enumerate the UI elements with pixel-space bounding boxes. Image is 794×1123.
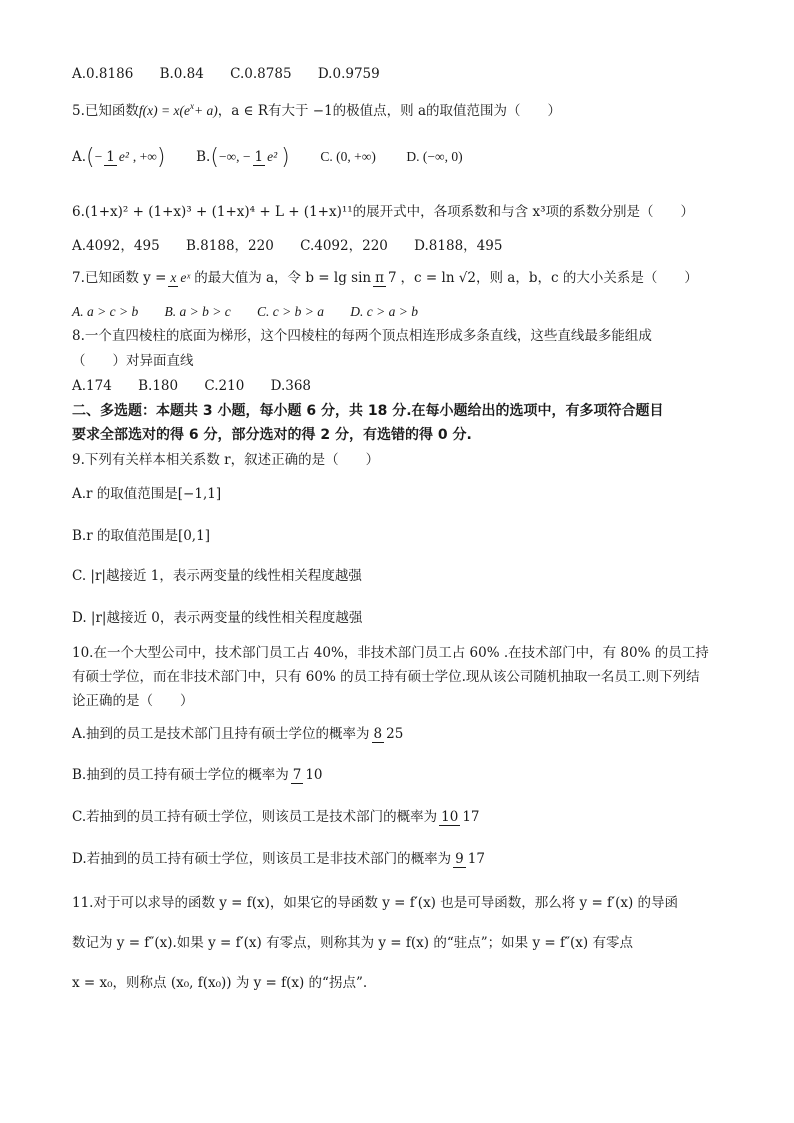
q11-stem-line2: 数记为 y = f″(x).如果 y = f′(x) 有零点，则称其为 y = f(x) 的“驻点”；如果 y = f″(x) 有零点	[72, 935, 633, 951]
q7-option-c: C. c > b > a	[257, 304, 324, 319]
q5-stem: 5.已知函数$f(x) = x(e^x+ a)$，a ∈ R有大于 −1的极值点，则 a的取值范围为（ ）	[72, 101, 562, 119]
q8-stem-line1: 8.一个直四棱柱的底面为梯形，这个四棱柱的每两个顶点相连形成多条直线，这些直线最多能组成	[72, 328, 652, 344]
q6-options	[72, 236, 502, 256]
q9-stem: 9.下列有关样本相关系数 r，叙述正确的是（ ）	[72, 452, 380, 468]
q8-option-d: D.368	[270, 378, 312, 394]
q9-option-a: A.r 的取值范围是[−1,1]	[72, 486, 222, 502]
q10-option-d: D.若抽到的员工持有硕士学位，则该员工是非技术部门的概率为 9 17	[72, 851, 485, 867]
q5-option-d: D. (−∞, 0)	[406, 149, 463, 164]
q6-option-d: D.8188，495	[414, 238, 503, 254]
q7-option-a: A. a > c > b	[72, 304, 139, 319]
q9-option-d: D. |r|越接近 0，表示两变量的线性相关程度越强	[72, 610, 363, 626]
section2-heading-line2: 要求全部选对的得 6 分，部分选对的得 2 分，有选错的得 0 分.	[72, 427, 472, 443]
q8-option-a: A.174	[72, 378, 112, 394]
q4-option-b: B.0.84	[159, 66, 204, 82]
section2-heading-line1: 二、多选题：本题共 3 小题，每小题 6 分，共 18 分.在每小题给出的选项中，有多项符合题目	[72, 403, 664, 419]
q11-stem-line1: 11.对于可以求导的函数 y = f(x)，如果它的导函数 y = f′(x) 也是可导函数，那么将 y = f′(x) 的导函	[72, 895, 679, 911]
q9-option-c: C. |r|越接近 1，表示两变量的线性相关程度越强	[72, 568, 362, 584]
q4-options	[72, 64, 380, 84]
q10-option-c: C.若抽到的员工持有硕士学位，则该员工是技术部门的概率为 10 17	[72, 809, 480, 825]
q6-option-b: B.8188，220	[185, 238, 274, 254]
q10-stem-line3: 论正确的是（ ）	[72, 693, 194, 709]
q6-stem: 6.(1+x)² + (1+x)³ + (1+x)⁴ + L + (1+x)¹¹的展开式中，各项系数和与含 x³项的系数分别是（ ）	[72, 204, 694, 220]
q7-options	[72, 302, 418, 322]
q6-option-a: A.4092，495	[72, 238, 160, 254]
q4-option-a: A.0.8186	[72, 66, 134, 82]
q7-stem: 7.已知函数 y = x eˣ 的最大值为 a，令 b = lg sin π 7 ，c = ln √2，则 a，b，c 的大小关系是（ ）	[72, 270, 698, 286]
q10-option-b: B.抽到的员工持有硕士学位的概率为 7 10	[72, 767, 323, 783]
q7-option-b: B. a > b > c	[164, 304, 231, 319]
q7-option-d: D. c > a > b	[350, 304, 419, 319]
q8-option-c: C.210	[204, 378, 245, 394]
q5-option-a: A.(− 1 e² , +∞)	[72, 144, 166, 170]
q5-option-c: C. (0, +∞)	[320, 149, 376, 164]
q11-stem-line3: x = x₀，则称点 (x₀, f(x₀)) 为 y = f(x) 的“拐点”.	[72, 975, 368, 991]
q5-options	[72, 140, 463, 175]
q10-stem-line1: 10.在一个大型公司中，技术部门员工占 40%，非技术部门员工占 60% .在技术部门中，有 80% 的员工持	[72, 645, 709, 661]
q9-option-b: B.r 的取值范围是[0,1]	[72, 528, 210, 544]
q8-option-b: B.180	[138, 378, 179, 394]
q5-option-b: B.(−∞, − 1 e² )	[196, 144, 290, 170]
q10-stem-line2: 有硕士学位，而在非技术部门中，只有 60% 的员工持有硕士学位.现从该公司随机抽取一名员工.则下列结	[72, 669, 700, 685]
q4-option-d: D.0.9759	[317, 66, 380, 82]
q8-options	[72, 376, 311, 396]
q10-option-a: A.抽到的员工是技术部门且持有硕士学位的概率为 8 25	[72, 726, 404, 742]
q4-option-c: C.0.8785	[230, 66, 292, 82]
q6-option-c: C.4092，220	[300, 238, 388, 254]
q8-stem-line2: （ ）对异面直线	[72, 353, 194, 369]
